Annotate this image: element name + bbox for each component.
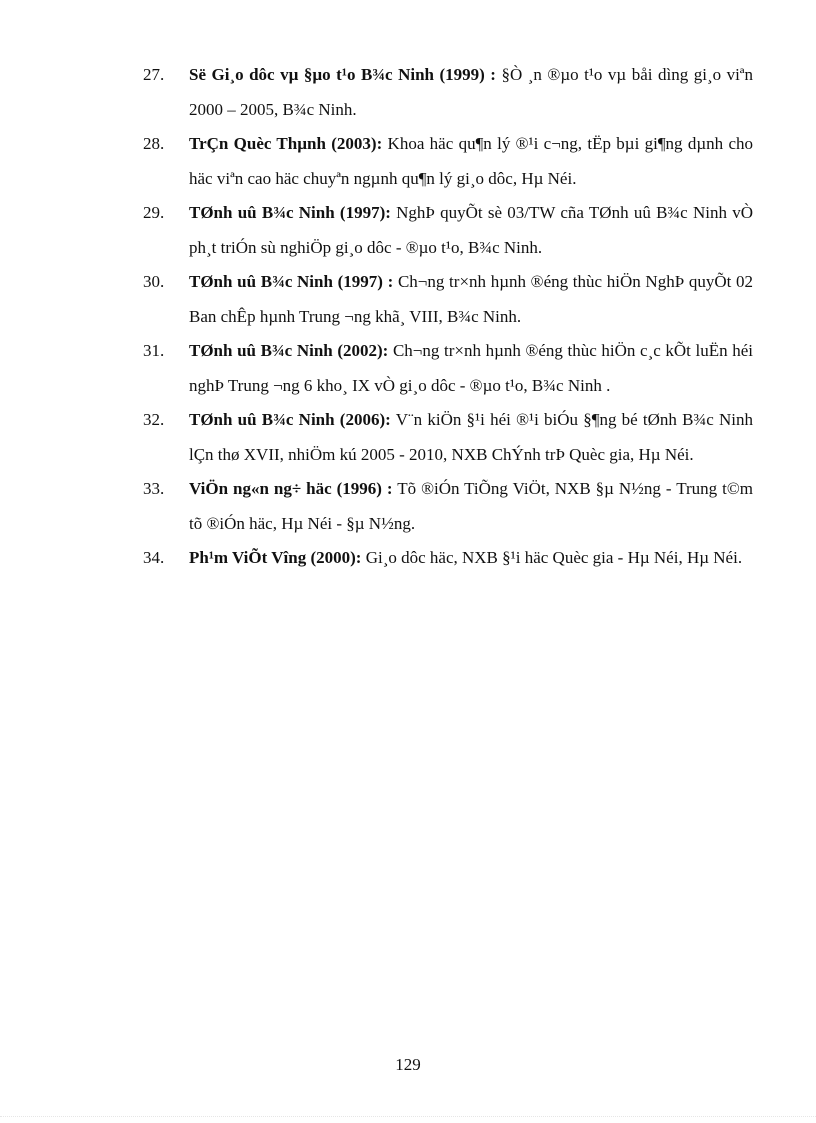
reference-text: NghÞ quyÕt sè 03/TW cña TØnh uû B¾c Ninh vÒ ph¸t triÓn sù nghiÖp gi¸o dôc - ®µo t¹o, B¾c Ninh. xyxy=(189,203,753,257)
reference-number: 27. xyxy=(143,65,165,84)
reference-list xyxy=(143,58,753,576)
reference-item xyxy=(143,334,753,403)
reference-item xyxy=(143,127,753,196)
reference-number: 33. xyxy=(143,479,165,498)
reference-author: TØnh uû B¾c Ninh (2002): xyxy=(189,341,389,360)
page-bottom-rule xyxy=(0,1116,816,1117)
reference-author: Së Gi¸o dôc vµ §µo t¹o B¾c Ninh (1999) : xyxy=(189,65,496,84)
reference-text: Gi¸o dôc häc, NXB §¹i häc Quèc gia - Hµ Néi, Hµ Néi. xyxy=(361,548,743,567)
reference-text: Tõ ®iÓn TiÕng ViÖt, NXB §µ N½ng - Trung t©m tõ ®iÓn häc, Hµ Néi - §µ N½ng. xyxy=(189,479,753,533)
reference-author: TrÇn Quèc Thµnh (2003): xyxy=(189,134,383,153)
reference-text: §Ò ¸n ®µo t¹o vµ båi dìng gi¸o viªn 2000 – 2005, B¾c Ninh. xyxy=(189,65,753,119)
reference-author: TØnh uû B¾c Ninh (2006): xyxy=(189,410,391,429)
reference-item xyxy=(143,403,753,472)
reference-number: 30. xyxy=(143,272,165,291)
reference-number: 31. xyxy=(143,341,165,360)
reference-number: 29. xyxy=(143,203,165,222)
reference-item xyxy=(143,265,753,334)
reference-author: TØnh uû B¾c Ninh (1997) : xyxy=(189,272,394,291)
reference-author: ViÖn ng«n ng÷ häc (1996) : xyxy=(189,479,393,498)
reference-item xyxy=(143,541,753,576)
reference-text: Ch¬ng tr×nh hµnh ®éng thùc hiÖn c¸c kÕt luËn héi nghÞ Trung ¬ng 6 kho¸ IX vÒ gi¸o dôc - ®µo t¹o, B¾c Ninh . xyxy=(189,341,753,395)
reference-text: V¨n kiÖn §¹i héi ®¹i biÓu §¶ng bé tØnh B¾c Ninh lÇn thø XVII, nhiÖm kú 2005 - 2010, NXB ChÝnh trÞ Quèc gia, Hµ Néi. xyxy=(189,410,753,464)
page-number: 129 xyxy=(395,1055,421,1074)
reference-number: 34. xyxy=(143,548,165,567)
reference-text: Khoa häc qu¶n lý ®¹i c¬ng, tËp bµi gi¶ng dµnh cho häc viªn cao häc chuyªn ngµnh qu¶n lý gi¸o dôc, Hµ Néi. xyxy=(189,134,753,188)
reference-text: Ch¬ng tr×nh hµnh ®éng thùc hiÖn NghÞ quyÕt 02 Ban chÊp hµnh Trung ¬ng khã¸ VIII, B¾c Ninh. xyxy=(189,272,753,326)
reference-number: 32. xyxy=(143,410,165,429)
reference-item xyxy=(143,58,753,127)
reference-item xyxy=(143,472,753,541)
reference-item xyxy=(143,196,753,265)
reference-author: Ph¹m ViÕt Vîng (2000): xyxy=(189,548,362,567)
reference-number: 28. xyxy=(143,134,165,153)
reference-author: TØnh uû B¾c Ninh (1997): xyxy=(189,203,391,222)
